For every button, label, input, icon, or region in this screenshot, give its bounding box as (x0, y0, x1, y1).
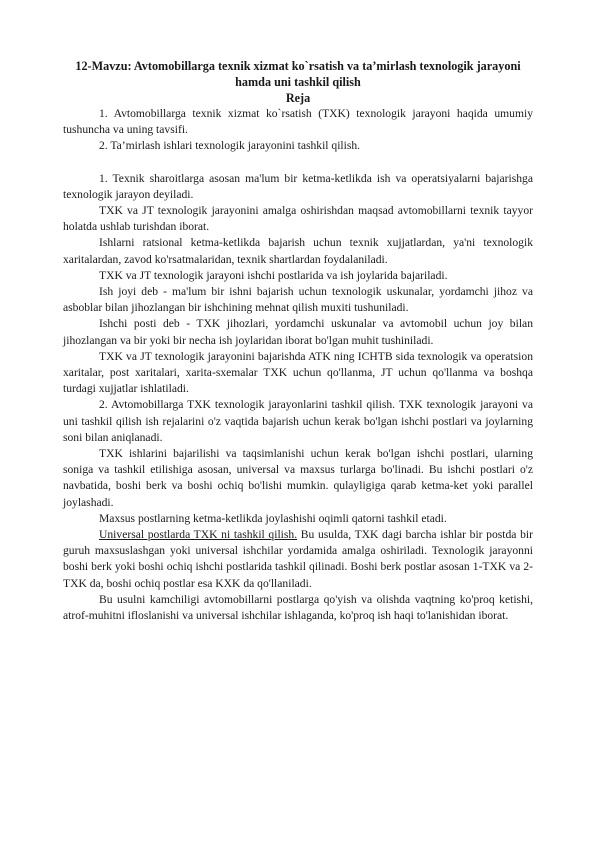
paragraph: TXK va JT texnologik jarayoni ishchi postlarida va ish joylarida bajariladi. (99, 268, 448, 282)
document-body (63, 58, 533, 624)
paragraph: TXK va JT texnologik jarayonini bajarishda ATK ning ICHTB sida texnologik va operatsion xaritalar, post xaritalari, xarita-sxemalar TXK uchun qo'llanma, JT uchun qo'llanma va boshqa turdagi xujjatlar ishlatiladi. (63, 349, 533, 396)
spacer (63, 155, 533, 171)
plan-heading: Reja (285, 91, 311, 105)
paragraph: TXK ishlarini bajarilishi va taqsimlanishi uchun kerak bo'lgan ishchi postlari, ularning soniga va tashkil etilishiga asosan, universal va maxsus turlarga bo'linadi. Bu ishchi postlari o'z navbatida, boshi berk va boshi ochiq bo'lishi mumkin. qulayligiga qarab ketma-ket yoki parallel joylashadi. (63, 447, 533, 509)
document-title: 12-Mavzu: Avtomobillarga texnik xizmat ko`rsatish va ta’mirlash texnologik jarayoni hamda uni tashkil qilish (75, 59, 521, 89)
paragraph-text: Bu usulda, TXK dagi barcha ishlar bir postda bir guruh maxsuslashgan yoki universal ishchilar yordamida amalga oshiriladi. Texnologik jarayonni boshi berk yoki boshi ochiq ishchi postlarida tashkil qilinadi. Boshi berk postlar asosan 1-TXK va 2-TXK da, boshi ochiq postlar esa KXK da qo'llaniladi. (63, 528, 533, 590)
paragraph: TXK va JT texnologik jarayonini amalga oshirishdan maqsad avtomobillarni texnik tayyor holatda ushlab turishdan iborat. (63, 204, 533, 234)
underlined-heading: Universal postlarda TXK ni tashkil qilish. (99, 528, 298, 542)
paragraph: 1. Texnik sharoitlarga asosan ma'lum bir ketma-ketlikda ish va operatsiyalarni bajarishga texnologik jarayon deyiladi. (63, 171, 533, 201)
paragraph: Maxsus postlarning ketma-ketlikda joylashishi oqimli qatorni tashkil etadi. (99, 511, 447, 525)
paragraph-universal-posts (63, 527, 533, 592)
plan-item: 2. Ta’mirlash ishlari texnologik jarayonini tashkil qilish. (99, 139, 361, 153)
paragraph: Ish joyi deb - ma'lum bir ishni bajarish uchun texnologik uskunalar, yordamchi jihoz va asboblar bilan jihozlangan bir ishchining mehnat qilish muxiti tushuniladi. (63, 285, 533, 315)
paragraph: Ishchi posti deb - TXK jihozlari, yordamchi uskunalar va avtomobil uchun joy bilan jihozlangan va bir yoki bir necha ish joylaridan iborat bo'lgan muhit tushiniladi. (63, 317, 533, 347)
paragraph: Bu usulni kamchiligi avtomobillarni postlarga qo'yish va olishda vaqtning ko'proq ketishi, atrof-muhitni ifloslanishi va universal ishchilar ishlaganda, ko'proq ish haqi to'lanishidan iborat. (63, 592, 533, 623)
plan-item: 1. Avtomobillarga texnik xizmat ko`rsatish (TXK) texnologik jarayoni haqida umumiy tushuncha va uning tavsifi. (63, 107, 533, 137)
paragraph: Ishlarni ratsional ketma-ketlikda bajarish uchun texnik xujjatlardan, ya'ni texnologik xaritalardan, zavod ko'rsatmalaridan, texnik shartlardan foydalaniladi. (63, 236, 533, 266)
paragraph: 2. Avtomobillarga TXK texnologik jarayonlarini tashkil qilish. TXK texnologik jarayoni va uni tashkil qilish ish rejalarini o'z vaqtida bajarish uchun kerak bo'lgan ishchi postlari va joylarning soni bilan aniqlanadi. (63, 398, 533, 444)
